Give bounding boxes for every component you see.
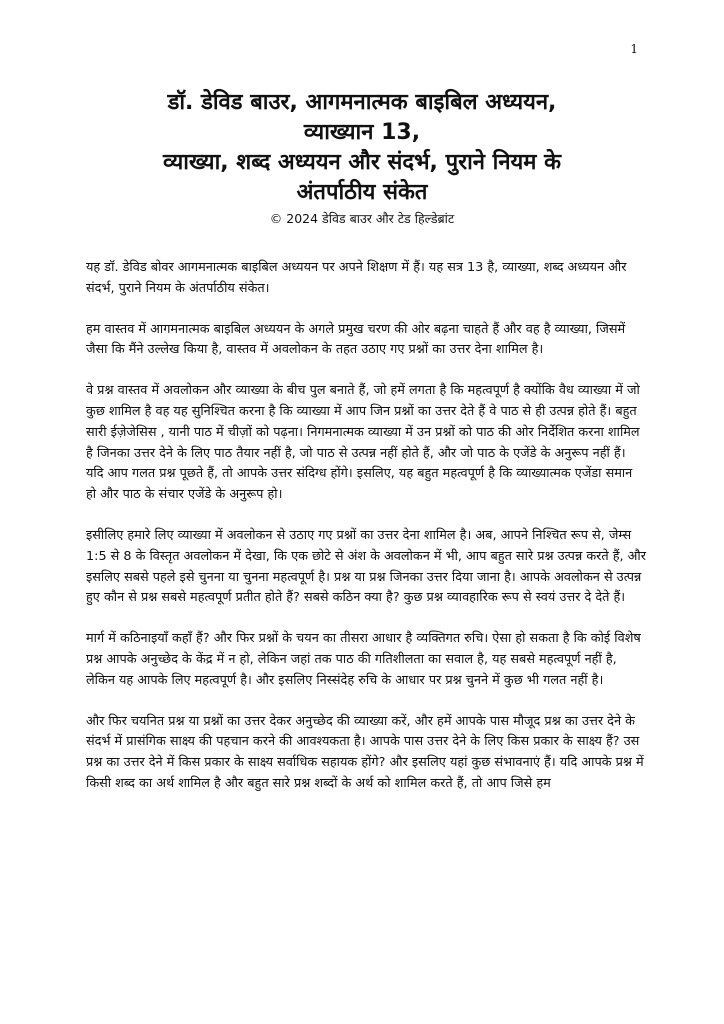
paragraph-1: यह डॉ. डेविड बोवर आगमनात्मक बाइबिल अध्ययन पर अपने शिक्षण में हैं। यह सत्र 13 है, व्याख्या, शब्द अध्ययन और संदर्भ, पुराने नियम के अंतर्पाठीय संकेत। <box>86 260 627 296</box>
paragraph-6: और फिर चयनित प्रश्न या प्रश्नों का उत्तर देकर अनुच्छेद की व्याख्या करें, और हमें आपके पास मौजूद प्रश्न का उत्तर देने के संदर्भ में प्रासंगिक साक्ष्य की पहचान करने की आवश्यकता है। आपके पास उत्तर देने के लिए किस प्रकार के साक्ष्य हैं? उस प्रश्न का उत्तर देने में किस प्रकार के साक्ष्य सर्वाधिक सहायक होंगे? और इसलिए यहां कुछ संभावनाएं हैं। यदि आपके प्रश्न में किसी शब्द का अर्थ शामिल है और बहुत सारे प्रश्न शब्दों के अर्थ को शामिल करते हैं, तो आप जिसे हम <box>86 713 644 791</box>
paragraph-2: हम वास्तव में आगमनात्मक बाइबिल अध्ययन के अगले प्रमुख चरण की ओर बढ़ना चाहते हैं और वह है व्याख्या, जिसमें जैसा कि मैंने उल्लेख किया है, वास्तव में अवलोकन के तहत उठाए गए प्रश्नों का उत्तर देना शामिल है। <box>86 321 626 358</box>
body-text <box>86 258 646 815</box>
title-line-2: व्याख्यान 13, <box>303 120 421 145</box>
page-number: 1 <box>630 42 638 56</box>
title-line-3: व्याख्या, शब्द अध्ययन और संदर्भ, पुराने नियम के <box>162 150 562 175</box>
paragraph-4: इसीलिए हमारे लिए व्याख्या में अवलोकन से उठाए गए प्रश्नों का उत्तर देना शामिल है। अब, आपने निश्चित रूप से, जेम्स 1:5 से 8 के विस्तृत अवलोकन में देखा, कि एक छोटे से अंश के अवलोकन में भी, आप बहुत सारे प्रश्न उत्पन्न करते हैं, और इसलिए सबसे पहले इसे चुनना या चुनना महत्वपूर्ण है। प्रश्न या प्रश्न जिनका उत्तर दिया जाना है। आपके अवलोकन से उत्पन्न हुए कौन से प्रश्न सबसे महत्वपूर्ण प्रतीत होते हैं? सबसे कठिन क्या है? कुछ प्रश्न व्यावहारिक रूप से स्वयं उत्तर दे देते हैं। <box>86 527 646 606</box>
title-line-4: अंतर्पाठीय संकेत <box>296 180 428 205</box>
copyright-notice: © 2024 डेविड बाउर और टेड हिल्डेब्रांट <box>269 211 455 226</box>
paragraph-3: वे प्रश्न वास्तव में अवलोकन और व्याख्या के बीच पुल बनाते हैं, जो हमें लगता है कि महत्वपूर्ण है क्योंकि वैध व्याख्या में जो कुछ शामिल है वह यह सुनिश्चित करना है कि व्याख्या में आप जिन प्रश्नों का उत्तर देते हैं वे पाठ से ही उत्पन्न होते हैं। बहुत सारी ईज़ेजेसिस , यानी पाठ में चीज़ों को पढ़ना। निगमनात्मक व्याख्या में उन प्रश्नों को पाठ की ओर निर्देशित करना शामिल है जिनका उत्तर देने के लिए पाठ तैयार नहीं है, जो पाठ से उत्पन्न नहीं होते हैं, और जो पाठ के एजेंडे के अनुरूप नहीं हैं। यदि आप गलत प्रश्न पूछते हैं, तो आपके उत्तर संदिग्ध होंगे। इसलिए, यह बहुत महत्वपूर्ण है कि व्याख्यात्मक एजेंडा समान हो और पाठ के संचार एजेंडे के अनुरूप हो। <box>86 383 640 503</box>
title-block <box>80 88 644 228</box>
title-line-1: डॉ. डेविड बाउर, आगमनात्मक बाइबिल अध्ययन, <box>167 90 557 115</box>
paragraph-5: मार्ग में कठिनाइयाँ कहाँ हैं? और फिर प्रश्नों के चयन का तीसरा आधार है व्यक्तिगत रुचि। ऐसा हो सकता है कि कोई विशेष प्रश्न आपके अनुच्छेद के केंद्र में न हो, लेकिन जहां तक पाठ की गतिशीलता का सवाल है, यह सबसे महत्वपूर्ण नहीं है, लेकिन यह आपके लिए महत्वपूर्ण है। और इसलिए निस्संदेह रुचि के आधार पर प्रश्न चुनने में कुछ भी गलत नहीं है। <box>86 631 641 688</box>
